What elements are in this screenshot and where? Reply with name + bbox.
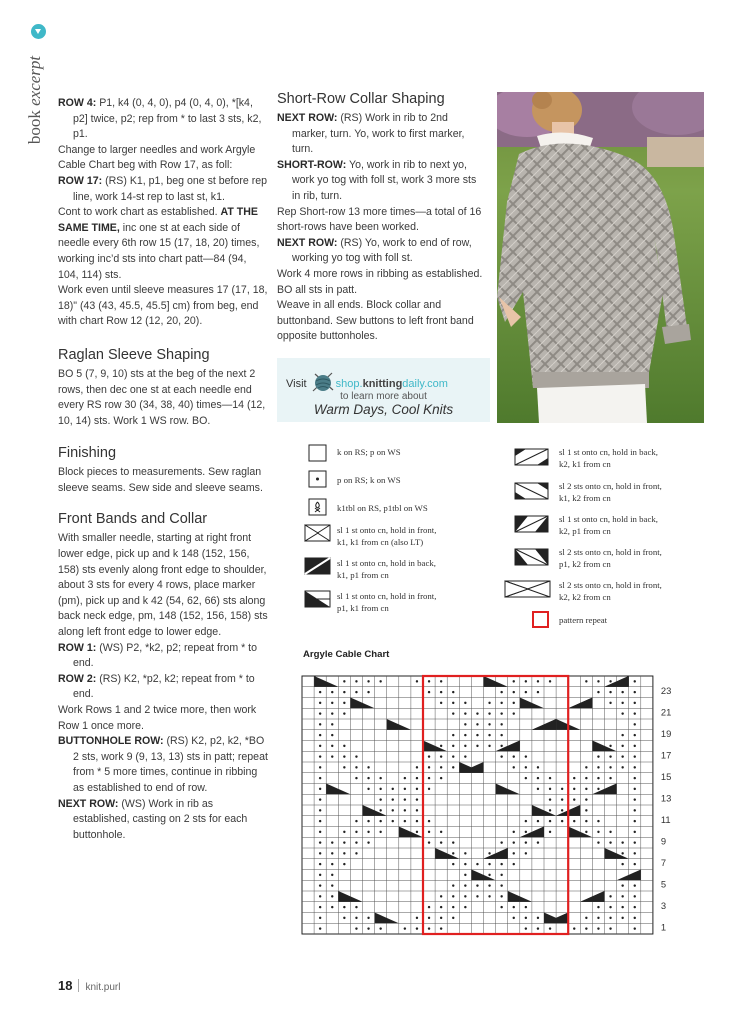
brand-name: knit.purl — [85, 982, 121, 993]
section-heading: Raglan Sleeve Shaping — [58, 346, 210, 363]
chart-row-number: 19 — [660, 727, 672, 739]
chart-row-number: 1 — [660, 921, 667, 933]
legend-text: sl 1 st onto cn, hold in front, p1, k1 from cn — [337, 591, 437, 613]
paragraph: Work 4 more rows in ribbing as established. BO all sts in patt. — [277, 267, 483, 296]
buttonhole-row-instruction: BUTTONHOLE ROW: (RS) K2, p2, k2, *BO 2 sts, work 9 (9, 13, 13) sts in patt; repeat from * 5 more times, continue in ribbing as established to end of row. — [58, 735, 268, 794]
purl-symbol-icon — [308, 470, 328, 488]
section-label-text: book excerpt — [25, 55, 44, 145]
column-left — [58, 96, 268, 843]
next-row-instruction: NEXT ROW: (WS) Work in rib as established, casting on 2 sts for each buttonhole. — [58, 797, 248, 841]
legend-text: sl 1 st onto cn, hold in back, k2, p1 from cn — [559, 514, 658, 536]
legend-text: sl 1 st onto cn, hold in front, k1, k1 from cn (also LT) — [337, 525, 437, 547]
left-twist-icon — [304, 524, 332, 542]
paragraph: Work even until sleeve measures 17 (17, 18, 18)" (43 (43, 45.5, 45.5] cm) from beg, end with chart Row 12 (12, 20, 20). — [58, 284, 268, 328]
next-row-instruction: NEXT ROW: (RS) Yo, work to end of row, working yo tog with foll st. — [277, 236, 472, 265]
sweater-photo — [497, 92, 704, 423]
legend-text: sl 2 sts onto cn, hold in front, k2, k2 from cn — [559, 580, 662, 602]
legend-text: sl 2 sts onto cn, hold in front, k1, k2 from cn — [559, 481, 662, 503]
knit-symbol-icon — [308, 444, 328, 462]
row-2-instruction: ROW 2: (RS) K2, *p2, k2; repeat from * to end. — [58, 672, 255, 701]
section-label — [18, 20, 58, 160]
twisted-stitch-icon — [308, 498, 328, 516]
paragraph: Work Rows 1 and 2 twice more, then work Row 1 once more. — [58, 704, 257, 732]
left-cross-icon — [514, 482, 550, 500]
pattern-repeat-icon — [531, 610, 551, 630]
row-17-instruction: ROW 17: (RS) K1, p1, beg one st before rep line, work 14-st rep to last st, k1. — [58, 174, 268, 203]
next-row-instruction: NEXT ROW: (RS) Work in rib to 2nd marker, turn. Yo, work to first marker, turn. — [277, 112, 465, 156]
left-purl-cable-icon — [514, 548, 550, 566]
chart-row-number: 23 — [660, 684, 672, 696]
legend-text: pattern repeat — [559, 615, 608, 625]
yarn-ball-icon — [311, 371, 335, 393]
short-row-instruction: SHORT-ROW: Yo, work in rib to next yo, work yo tog with foll st, work 3 more sts in rib, turn. — [277, 158, 477, 202]
legend-text: k1tbl on RS, p1tbl on WS — [337, 503, 428, 513]
chart-row-number: 5 — [660, 878, 667, 890]
chart-row-number: 11 — [660, 813, 671, 825]
chart-row-number: 9 — [660, 835, 667, 847]
column-middle — [277, 90, 485, 345]
promo-visit-line: Visit shop.knittingdaily.com — [286, 371, 448, 393]
legend-text: k on RS; p on WS — [337, 447, 401, 457]
page-footer — [58, 978, 120, 993]
paragraph: With smaller needle, starting at right front lower edge, pick up and k 148 (152, 156, 158) sts evenly along front edge to shoulder, about 3 sts for every 4 rows, place marker (pm), pick up and k 42 (54, 62, 66) sts along back neck edge, pm, 148 (152, 156, 158) sts along left front edge to lower edge. — [58, 532, 268, 639]
section-heading: Front Bands and Collar — [58, 511, 208, 528]
chart-row-number: 21 — [660, 706, 672, 718]
chart-row-number: 3 — [660, 899, 667, 911]
paragraph: Cont to work chart as established. AT THE SAME TIME, inc one st at each side of needle every 6th row 15 (17, 18, 20) times, working inc’d sts into chart patt—84 (94, 104, 114) sts. — [58, 206, 260, 281]
left-purl-cross-icon — [304, 590, 332, 608]
four-stitch-cross-icon — [504, 580, 552, 598]
paragraph: Change to larger needles and work Argyle Cable Chart beg with Row 17, as foll: — [58, 143, 256, 172]
chevron-down-icon — [31, 24, 46, 39]
chart-legend — [304, 440, 724, 635]
paragraph: Rep Short-row 13 more times—a total of 16 short-rows have been worked. — [277, 205, 482, 234]
promo-subtext: to learn more about — [340, 391, 427, 402]
chart-row-number: 13 — [660, 792, 672, 804]
paragraph: BO 5 (7, 9, 10) sts at the beg of the next 2 rows, then dec one st at each needle end every RS row 30 (34, 38, 40) times—14 (12, 10, 14) sts. Work 1 WS row. BO. — [58, 367, 266, 427]
legend-text: sl 1 st onto cn, hold in back, k1, p1 from cn — [337, 558, 436, 580]
section-heading: Finishing — [58, 445, 117, 462]
page-number: 18 — [58, 978, 73, 993]
right-purl-cross-icon — [304, 557, 332, 575]
section-heading: Short-Row Collar Shaping — [277, 91, 445, 107]
chart-row-number: 7 — [660, 856, 667, 868]
paragraph: Block pieces to measurements. Sew raglan sleeve seams. Sew side and sleeve seams. — [58, 466, 263, 494]
legend-text: sl 1 st onto cn, hold in back, k2, k1 from cn — [559, 447, 658, 469]
promo-link[interactable]: shop.knittingdaily.com — [335, 378, 448, 390]
chart-row-number: 15 — [660, 770, 672, 782]
row-4-instruction: ROW 4: P1, k4 (0, 4, 0), p4 (0, 4, 0), *[k4, p2] twice, p2; rep from * to last 3 sts, k2, p1. — [58, 97, 262, 141]
chart-row-number: 17 — [660, 749, 672, 761]
legend-text: sl 2 sts onto cn, hold in front, p1, k2 from cn — [559, 547, 662, 569]
promo-title: Warm Days, Cool Knits — [313, 402, 454, 417]
paragraph: Weave in all ends. Block collar and buttonband. Sew buttons to left front band opposite buttonholes. — [277, 299, 474, 343]
legend-text: p on RS; k on WS — [337, 475, 401, 485]
promo-box[interactable] — [277, 358, 490, 422]
row-1-instruction: ROW 1: (WS) P2, *k2, p2; repeat from * to end. — [58, 641, 257, 670]
right-cross-icon — [514, 448, 550, 466]
argyle-cable-chart — [300, 672, 680, 942]
chart-title: Argyle Cable Chart — [303, 649, 390, 660]
right-purl-cable-icon — [514, 515, 550, 533]
